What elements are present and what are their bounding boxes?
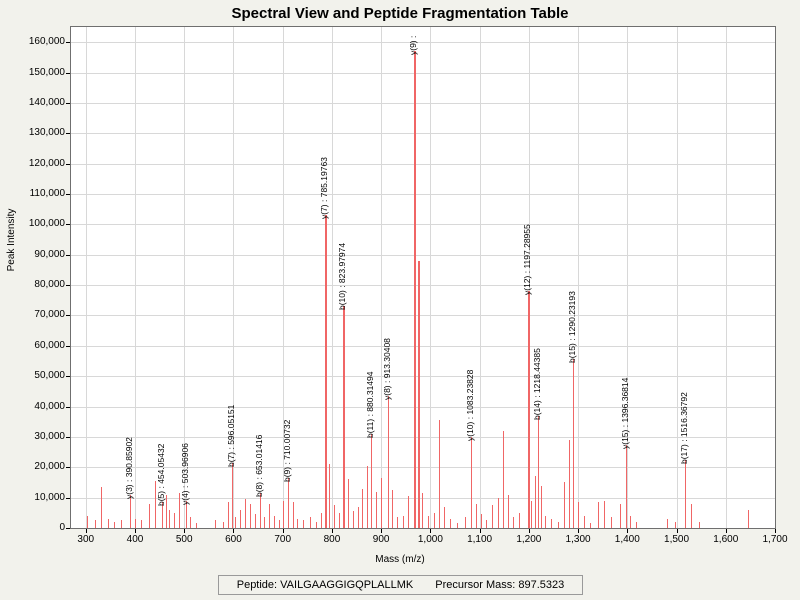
- spectrum-peak[interactable]: [535, 476, 536, 528]
- spectrum-peak[interactable]: [564, 482, 565, 528]
- spectrum-peak[interactable]: [476, 504, 477, 528]
- spectrum-peak[interactable]: [114, 522, 115, 528]
- peak-annotation-label: b(14) : 1218.44385: [531, 347, 542, 420]
- plot-area: [70, 26, 776, 529]
- spectrum-peak[interactable]: [611, 517, 612, 528]
- gridline-horizontal: [71, 467, 775, 468]
- precursor-mass-label: Precursor Mass: 897.5323: [435, 579, 565, 591]
- spectrum-peak[interactable]: [457, 523, 458, 528]
- gridline-horizontal: [71, 315, 775, 316]
- spectrum-peak[interactable]: [508, 495, 509, 528]
- spectrum-peak[interactable]: [196, 523, 197, 528]
- peak-annotation-label: b(15) : 1290.23193: [567, 291, 578, 364]
- y-tick-label: 120,000: [28, 157, 65, 169]
- spectrum-peak[interactable]: [223, 522, 224, 528]
- spectrum-peak[interactable]: [444, 507, 445, 528]
- spectrum-peak[interactable]: [260, 493, 261, 528]
- spectrum-peak[interactable]: [269, 504, 270, 528]
- x-tick-label: 600: [225, 534, 242, 545]
- spectrum-peak[interactable]: [169, 510, 170, 528]
- gridline-horizontal: [71, 42, 775, 43]
- y-tick-label: 110,000: [29, 188, 65, 199]
- y-tick-mark: [66, 103, 70, 104]
- x-tick-label: 1,200: [516, 534, 542, 545]
- peptide-info-box: [218, 575, 583, 595]
- peak-annotation-label: b(8) : 653.01416: [253, 434, 264, 498]
- spectrum-peak[interactable]: [339, 513, 340, 528]
- gridline-vertical: [677, 27, 678, 528]
- y-tick-label: 50,000: [34, 370, 65, 382]
- spectrum-peak[interactable]: [288, 478, 289, 528]
- x-tick-label: 1,700: [762, 534, 788, 545]
- spectrum-peak[interactable]: [381, 478, 382, 528]
- spectrum-peak[interactable]: [685, 460, 686, 528]
- gridline-vertical: [86, 27, 87, 528]
- x-tick-mark: [677, 529, 678, 533]
- spectrum-peak[interactable]: [149, 504, 150, 528]
- y-tick-label: 160,000: [28, 36, 65, 48]
- x-tick-label: 400: [126, 534, 144, 545]
- spectrum-peak[interactable]: [303, 520, 304, 528]
- spectrum-peak[interactable]: [348, 479, 349, 528]
- y-tick-mark: [66, 73, 70, 74]
- spectrum-peak[interactable]: [569, 440, 570, 528]
- spectrum-peak[interactable]: [108, 519, 109, 528]
- x-tick-mark: [184, 529, 185, 533]
- spectrum-peak[interactable]: [367, 466, 368, 528]
- spectrum-peak[interactable]: [414, 51, 416, 528]
- x-axis-label: Mass (m/z): [375, 554, 425, 565]
- spectrum-peak[interactable]: [255, 514, 256, 528]
- spectrum-peak[interactable]: [699, 522, 700, 528]
- y-tick-label: 100,000: [28, 218, 65, 230]
- y-tick-label: 70,000: [34, 309, 65, 321]
- spectrum-peak[interactable]: [392, 490, 393, 528]
- gridline-vertical: [578, 27, 579, 528]
- spectrum-peak[interactable]: [418, 261, 420, 528]
- x-tick-mark: [381, 529, 382, 533]
- spectrum-peak[interactable]: [245, 499, 246, 528]
- gridline-horizontal: [71, 437, 775, 438]
- peak-annotation-label: b(17) : 1516.36792: [678, 391, 689, 464]
- spectrum-peak[interactable]: [503, 431, 504, 528]
- y-tick-label: 90,000: [34, 248, 65, 260]
- gridline-vertical: [381, 27, 382, 528]
- spectrum-peak[interactable]: [232, 463, 233, 528]
- spectrum-peak[interactable]: [558, 522, 559, 528]
- y-tick-label: 80,000: [34, 279, 65, 291]
- spectrum-peak[interactable]: [174, 513, 175, 528]
- peak-annotation-label: y(7) : 785.19763: [318, 157, 329, 220]
- spectrum-peak[interactable]: [250, 504, 251, 528]
- spectrum-peak[interactable]: [228, 502, 229, 528]
- peak-annotation-label: y(15) : 1396.36814: [619, 377, 630, 449]
- spectrum-peak[interactable]: [297, 519, 298, 528]
- spectrum-peak[interactable]: [408, 496, 409, 528]
- spectrum-peak[interactable]: [343, 306, 345, 528]
- x-tick-label: 1,600: [713, 534, 739, 545]
- spectrum-peak[interactable]: [279, 520, 280, 528]
- x-tick-label: 500: [175, 534, 193, 545]
- x-tick-label: 1,400: [614, 534, 640, 545]
- gridline-vertical: [726, 27, 727, 528]
- y-tick-label: 60,000: [34, 339, 65, 351]
- spectrum-peak[interactable]: [264, 517, 265, 528]
- spectrum-peak[interactable]: [235, 517, 236, 528]
- gridline-horizontal: [71, 285, 775, 286]
- y-tick-label: 10,000: [34, 491, 65, 503]
- spectrum-peak[interactable]: [353, 511, 354, 528]
- spectrum-peak[interactable]: [590, 523, 591, 528]
- x-tick-label: 1,500: [664, 534, 690, 545]
- x-tick-mark: [775, 529, 776, 533]
- gridline-horizontal: [71, 103, 775, 104]
- spectrum-peak[interactable]: [604, 501, 605, 528]
- spectrum-peak[interactable]: [274, 516, 275, 528]
- spectrum-peak[interactable]: [388, 396, 389, 528]
- spectrum-peak[interactable]: [87, 516, 88, 528]
- x-tick-mark: [283, 529, 284, 533]
- x-tick-mark: [480, 529, 481, 533]
- x-tick-label: 700: [274, 534, 292, 545]
- y-tick-mark: [66, 376, 70, 377]
- x-tick-label: 1,300: [565, 534, 591, 545]
- peptide-sequence-label: Peptide: VAILGAAGGIGQPLALLMK: [236, 579, 414, 591]
- peak-annotation-label: y(9) :: [408, 35, 419, 56]
- spectrum-peak[interactable]: [528, 291, 530, 528]
- gridline-horizontal: [71, 164, 775, 165]
- x-tick-mark: [726, 529, 727, 533]
- spectrum-peak[interactable]: [578, 502, 579, 528]
- x-tick-mark: [578, 529, 579, 533]
- gridline-horizontal: [71, 194, 775, 195]
- y-tick-mark: [66, 164, 70, 165]
- spectrum-peak[interactable]: [310, 517, 311, 528]
- spectrum-peak[interactable]: [329, 464, 330, 528]
- spectrum-peak[interactable]: [541, 486, 542, 529]
- spectrum-peak[interactable]: [334, 505, 335, 528]
- x-tick-label: 300: [77, 534, 95, 545]
- spectrum-peak[interactable]: [130, 495, 131, 528]
- x-tick-mark: [529, 529, 530, 533]
- gridline-vertical: [332, 27, 333, 528]
- spectrum-peak[interactable]: [636, 522, 637, 528]
- spectrum-peak[interactable]: [101, 487, 102, 528]
- x-tick-mark: [233, 529, 234, 533]
- spectrum-peak[interactable]: [190, 517, 191, 528]
- y-tick-mark: [66, 42, 70, 43]
- spectrum-peak[interactable]: [667, 519, 668, 528]
- gridline-horizontal: [71, 255, 775, 256]
- spectrum-peak[interactable]: [321, 513, 322, 528]
- page-title: Spectral View and Peptide Fragmentation Table: [231, 5, 569, 22]
- y-tick-label: 130,000: [28, 127, 65, 139]
- spectrum-peak[interactable]: [397, 517, 398, 528]
- plot-inner: [71, 27, 775, 528]
- spectrum-peak[interactable]: [573, 359, 574, 528]
- peak-annotation-label: y(10) : 1083.23828: [465, 369, 476, 441]
- spectrum-peak[interactable]: [371, 434, 372, 528]
- spectrum-peak[interactable]: [215, 520, 216, 528]
- spectrum-peak[interactable]: [403, 516, 404, 528]
- spectrum-peak[interactable]: [162, 502, 163, 528]
- peak-annotation-label: y(8) : 913.30408: [381, 338, 392, 400]
- y-tick-mark: [66, 255, 70, 256]
- spectrum-peak[interactable]: [121, 520, 122, 528]
- spectrum-peak[interactable]: [748, 510, 749, 528]
- spectrum-peak[interactable]: [240, 510, 241, 528]
- spectrum-peak[interactable]: [513, 517, 514, 528]
- spectrum-peak[interactable]: [626, 445, 627, 529]
- spectrum-peak[interactable]: [691, 504, 692, 528]
- y-tick-label: 140,000: [28, 96, 65, 108]
- y-tick-mark: [66, 315, 70, 316]
- spectrum-peak[interactable]: [428, 516, 429, 528]
- spectrum-peak[interactable]: [376, 492, 377, 528]
- spectrum-peak[interactable]: [141, 520, 142, 528]
- spectrum-peak[interactable]: [584, 516, 585, 528]
- spectrum-peak[interactable]: [434, 513, 435, 528]
- x-tick-label: 900: [372, 534, 390, 545]
- x-tick-label: 1,000: [417, 534, 443, 545]
- peak-annotation-label: b(9) : 710.00732: [281, 419, 292, 482]
- peak-annotation-label: b(7) : 596.05151: [225, 404, 236, 467]
- gridline-horizontal: [71, 407, 775, 408]
- y-tick-label: 0: [59, 522, 65, 533]
- peak-annotation-label: b(5) : 454.05432: [155, 443, 166, 507]
- spectrum-peak[interactable]: [675, 522, 676, 528]
- spectrum-peak[interactable]: [486, 520, 487, 528]
- y-tick-mark: [66, 133, 70, 134]
- gridline-horizontal: [71, 346, 775, 347]
- spectrum-peak[interactable]: [325, 215, 327, 528]
- y-tick-mark: [66, 224, 70, 225]
- gridline-horizontal: [71, 73, 775, 74]
- spectrum-peak[interactable]: [492, 505, 493, 528]
- y-tick-mark: [66, 346, 70, 347]
- x-tick-mark: [430, 529, 431, 533]
- spectrum-peak[interactable]: [630, 516, 631, 528]
- spectrum-peak[interactable]: [471, 437, 472, 528]
- y-tick-mark: [66, 467, 70, 468]
- y-tick-mark: [66, 194, 70, 195]
- gridline-vertical: [627, 27, 628, 528]
- spectrum-peak[interactable]: [95, 520, 96, 528]
- spectrum-peak[interactable]: [551, 519, 552, 528]
- gridline-vertical: [480, 27, 481, 528]
- spectrum-peak[interactable]: [362, 489, 363, 528]
- gridline-vertical: [430, 27, 431, 528]
- peak-annotation-label: y(12) : 1197.28955: [521, 224, 532, 296]
- spectrum-peak[interactable]: [538, 416, 539, 528]
- x-tick-mark: [332, 529, 333, 533]
- spectrum-peak[interactable]: [531, 501, 532, 528]
- y-tick-mark: [66, 528, 70, 529]
- y-tick-mark: [66, 407, 70, 408]
- x-tick-mark: [135, 529, 136, 533]
- peak-annotation-label: b(10) : 823.97974: [337, 243, 348, 311]
- spectrum-peak[interactable]: [519, 513, 520, 528]
- spectrum-peak[interactable]: [439, 420, 440, 528]
- peak-annotation-label: b(11) : 880.31494: [365, 371, 376, 438]
- spectrum-peak[interactable]: [545, 516, 546, 528]
- gridline-horizontal: [71, 133, 775, 134]
- gridline-horizontal: [71, 498, 775, 499]
- x-tick-mark: [627, 529, 628, 533]
- gridline-horizontal: [71, 224, 775, 225]
- spectrum-peak[interactable]: [450, 519, 451, 528]
- peak-annotation-label: y(3) : 390.85902: [124, 436, 135, 499]
- spectrum-peak[interactable]: [135, 519, 136, 528]
- x-tick-mark: [86, 529, 87, 533]
- spectrum-peak[interactable]: [422, 493, 423, 528]
- peak-annotation-label: y(4) : 503.96906: [180, 442, 191, 505]
- x-tick-label: 800: [323, 534, 341, 545]
- y-tick-mark: [66, 285, 70, 286]
- y-tick-label: 150,000: [28, 66, 65, 78]
- spectrum-peak[interactable]: [620, 504, 621, 528]
- gridline-vertical: [135, 27, 136, 528]
- gridline-horizontal: [71, 376, 775, 377]
- spectrum-peak[interactable]: [481, 514, 482, 528]
- y-tick-label: 20,000: [34, 461, 65, 473]
- y-tick-label: 30,000: [34, 430, 65, 442]
- spectrum-peak[interactable]: [283, 501, 284, 528]
- spectrum-peak[interactable]: [598, 502, 599, 528]
- spectrum-peak[interactable]: [293, 502, 294, 528]
- y-tick-label: 40,000: [34, 400, 65, 412]
- y-tick-mark: [66, 437, 70, 438]
- y-axis-label: Peak Intensity: [6, 208, 17, 272]
- spectrum-peak[interactable]: [498, 498, 499, 528]
- spectrum-peak[interactable]: [465, 517, 466, 528]
- x-tick-label: 1,100: [467, 534, 493, 545]
- spectrum-peak[interactable]: [316, 522, 317, 528]
- spectrum-peak[interactable]: [358, 507, 359, 528]
- y-tick-mark: [66, 498, 70, 499]
